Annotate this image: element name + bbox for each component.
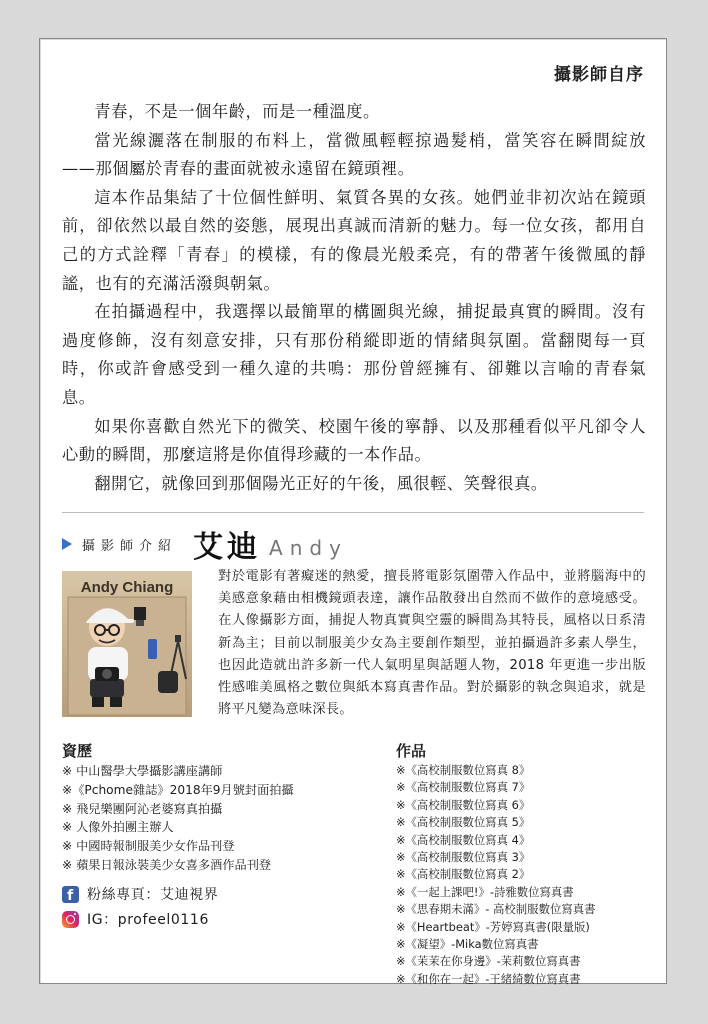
list-item: ※《思春期未滿》- 高校制服數位寫真書: [396, 902, 596, 917]
section-divider: [62, 512, 644, 513]
page-title: 攝影師自序: [554, 65, 644, 85]
photographer-name-zh: 艾迪: [193, 530, 262, 565]
preface-paragraph: 當光線灑落在制服的布料上，當微風輕輕掠過髮梢，當笑容在瞬間綻放——那個屬於青春的畫面就被永遠留在鏡頭裡。: [62, 130, 646, 179]
photo-caption: Andy Chiang: [80, 579, 174, 596]
works-list: [396, 762, 596, 988]
works-title: 作品: [396, 742, 427, 760]
list-item: ※《茉茉在你身邊》-茉莉數位寫真書: [396, 954, 581, 969]
preface-paragraph: 這本作品集結了十位個性鮮明、氣質各異的女孩。她們並非初次站在鏡頭前，卻依然以最自然的姿態，展現出真誠而清新的魅力。每一位女孩，都用自己的方式詮釋「青春」的模樣，有的像晨光般柔亮，有的帶著午後微風的靜謐，也有的充滿活潑與朝氣。: [62, 187, 646, 293]
list-item: ※《高校制服數位寫真 4》: [396, 832, 531, 847]
photographer-bio: [218, 566, 646, 721]
intro-label: 攝影師介紹: [82, 538, 178, 554]
preface-paragraph: 在拍攝過程中，我選擇以最簡單的構圖與光線，捕捉最真實的瞬間。沒有過度修飾，沒有刻意安排，只有那份稍縱即逝的情緒與氛圍。當翻閱每一頁時，你或許會感受到一種久違的共鳴：那份曾經擁有、卻難以言喻的青春氣息。: [62, 302, 646, 407]
list-item: ※ 人像外拍團主辦人: [62, 820, 174, 835]
photographer-figure-image: [62, 571, 192, 717]
list-item: ※《高校制服數位寫真 7》: [396, 780, 531, 795]
bio-text: 對於電影有著癡迷的熱愛，擅長將電影氛圍帶入作品中，並將腦海中的美感意象藉由相機鏡頭表達，讓作品散發出自然而不做作的意境感受。在人像攝影方面，捕捉人物真實與空靈的瞬間為其特長，風格以日系清新為主；目前以制服美少女為主要創作類型，並拍攝過許多素人學生，也因此造就出許多新一代人氣明星與話題人物，2018 年更進一步出版性感唯美風格之數位與紙本寫真書作品。對於攝影的執念與追求，就是將平凡變為意味深長。: [218, 569, 646, 718]
photographer-name-en: Andy: [269, 536, 348, 560]
preface-paragraph: 如果你喜歡自然光下的微笑、校園午後的寧靜、以及那種看似平凡卻令人心動的瞬間，那麼這將是你值得珍藏的一本作品。: [62, 416, 646, 465]
list-item: ※《一起上課吧!》-詩雅數位寫真書: [396, 884, 574, 899]
photographer-intro-header: [62, 526, 348, 565]
resume-list: [62, 762, 294, 875]
list-item: ※ 蘋果日報泳裝美少女喜多酒作品刊登: [62, 857, 272, 872]
figure-illustration: [62, 571, 192, 717]
facebook-icon: f: [62, 886, 79, 903]
preface-paragraph: 翻開它，就像回到那個陽光正好的午後，風很輕、笑聲很真。: [94, 473, 548, 493]
instagram-icon: [62, 911, 79, 928]
list-item: ※《Pchome雜誌》2018年9月號封面拍攝: [62, 782, 294, 797]
list-item: ※ 飛兒樂團阿沁老婆寫真拍攝: [62, 801, 223, 816]
list-item: ※《高校制服數位寫真 3》: [396, 850, 531, 865]
list-item: ※《高校制服數位寫真 6》: [396, 797, 531, 812]
facebook-link[interactable]: [62, 884, 218, 904]
preface-paragraph: 青春，不是一個年齡，而是一種溫度。: [94, 102, 380, 121]
instagram-label: IG：profeel0116: [87, 912, 209, 928]
list-item: ※《高校制服數位寫真 5》: [396, 815, 531, 830]
instagram-link[interactable]: [62, 909, 209, 929]
resume-title: 資歷: [62, 742, 93, 760]
facebook-label: 粉絲專頁：艾迪視界: [87, 887, 219, 903]
list-item: ※《高校制服數位寫真 8》: [396, 763, 531, 777]
list-item: ※《高校制服數位寫真 2》: [396, 867, 531, 882]
list-item: ※ 中國時報制服美少女作品刊登: [62, 839, 235, 854]
triangle-marker-icon: [62, 538, 72, 550]
list-item: ※《Heartbeat》-芳婷寫真書(限量版): [396, 919, 590, 934]
preface-text: [62, 98, 646, 498]
list-item: ※《凝望》-Mika數位寫真書: [396, 937, 539, 952]
list-item: ※ 中山醫學大學攝影講座講師: [62, 764, 223, 778]
list-item: ※《和你在一起》-王緒綺數位寫真書: [396, 971, 581, 986]
